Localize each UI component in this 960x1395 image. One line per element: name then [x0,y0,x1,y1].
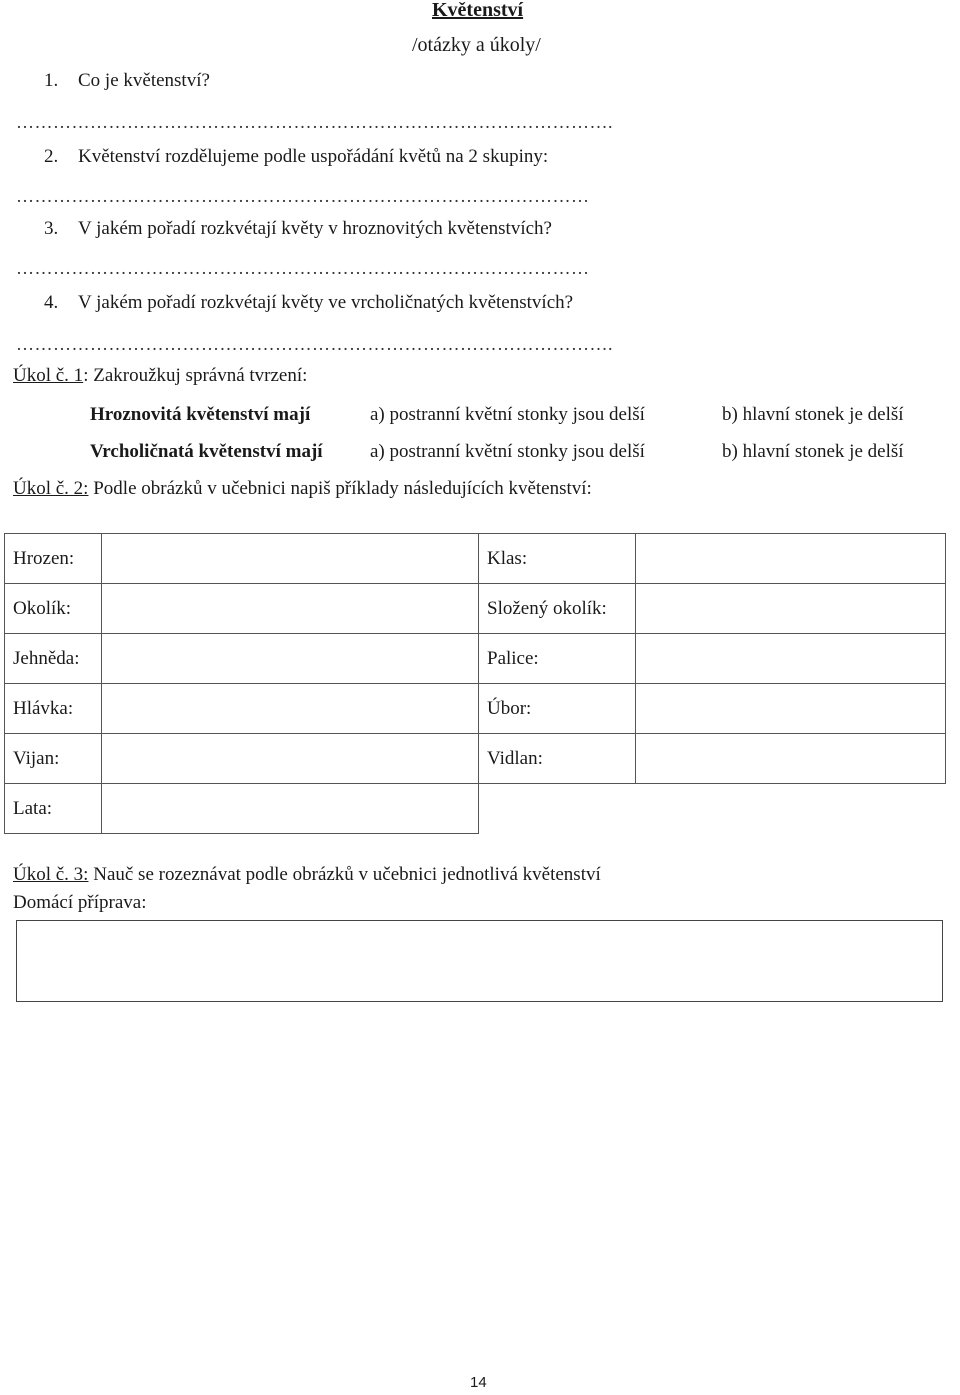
table-label: Složený okolík: [479,584,636,634]
answer-line-4[interactable]: ……………………………………………………………………………………. [16,334,613,354]
page-subtitle: /otázky a úkoly/ [412,34,541,56]
page-number: 14 [470,1374,487,1391]
table-row [5,684,946,734]
answer-cell[interactable] [102,534,479,584]
question-3 [44,218,552,240]
answer-cell[interactable] [636,534,946,584]
answer-line-1[interactable]: ……………………………………………………………………………………. [16,112,613,132]
page-title: Květenství [432,0,524,21]
table-row [5,734,946,784]
table-label: Hrozen: [5,534,102,584]
question-text: V jakém pořadí rozkvétají květy v hroznovitých květenstvích? [78,218,552,239]
task-1-option-a-1[interactable]: a) postranní květní stonky jsou delší [370,404,645,425]
question-number: 2. [44,146,59,167]
task-3-label: Úkol č. 3: [13,864,89,885]
question-4 [44,292,573,314]
table-label: Vijan: [5,734,102,784]
task-2-instruction: Podle obrázků v učebnici napiš příklady následujících květenství: [88,478,592,499]
task-2-label: Úkol č. 2: [13,478,89,499]
question-number: 3. [44,218,59,239]
question-2 [44,146,548,168]
answer-cell[interactable] [102,734,479,784]
question-text: V jakém pořadí rozkvétají květy ve vrcholičnatých květenstvích? [78,292,574,313]
table-label: Vidlan: [479,734,636,784]
answer-line-2[interactable]: ………………………………………………………………………………… [16,186,590,206]
answer-cell[interactable] [102,784,479,834]
task-1-option-b-2[interactable]: b) hlavní stonek je delší [722,441,904,462]
table-label: Hlávka: [5,684,102,734]
question-text: Květenství rozdělujeme podle uspořádání květů na 2 skupiny: [78,146,549,167]
task-3-instruction: Nauč se rozeznávat podle obrázků v učebnici jednotlivá květenství [88,864,601,885]
question-number: 1. [44,70,59,91]
task-3-heading [13,864,601,886]
answer-line-3[interactable]: ………………………………………………………………………………… [16,258,590,278]
table-row [5,784,946,834]
table-row [5,584,946,634]
table-label: Okolík: [5,584,102,634]
question-1 [44,70,210,92]
task-1-heading [13,365,307,387]
table-row [5,534,946,584]
answer-cell[interactable] [102,684,479,734]
answer-cell[interactable] [102,634,479,684]
task-1-option-a-2[interactable]: a) postranní květní stonky jsou delší [370,441,645,462]
table-label: Palice: [479,634,636,684]
table-label: Úbor: [479,684,636,734]
answer-cell[interactable] [102,584,479,634]
question-number: 4. [44,292,59,313]
task-1-option-b-1[interactable]: b) hlavní stonek je delší [722,404,904,425]
question-text: Co je květenství? [78,70,210,91]
homework-box[interactable] [16,920,943,1002]
inflorescence-table [4,533,946,834]
answer-cell[interactable] [636,584,946,634]
table-label: Jehněda: [5,634,102,684]
answer-cell[interactable] [636,734,946,784]
task-1-statement-1: Hroznovitá květenství mají [90,404,311,425]
homework-label: Domácí příprava: [13,892,147,913]
table-label: Klas: [479,534,636,584]
answer-cell[interactable] [636,684,946,734]
answer-cell[interactable] [636,634,946,684]
task-1-statement-2: Vrcholičnatá květenství mají [90,441,323,462]
table-label: Lata: [5,784,102,834]
empty-cell [479,784,946,834]
task-2-heading [13,478,592,500]
table-row [5,634,946,684]
task-1-label: Úkol č. 1 [13,365,84,386]
task-1-instruction: : Zakroužkuj správná tvrzení: [83,365,308,386]
